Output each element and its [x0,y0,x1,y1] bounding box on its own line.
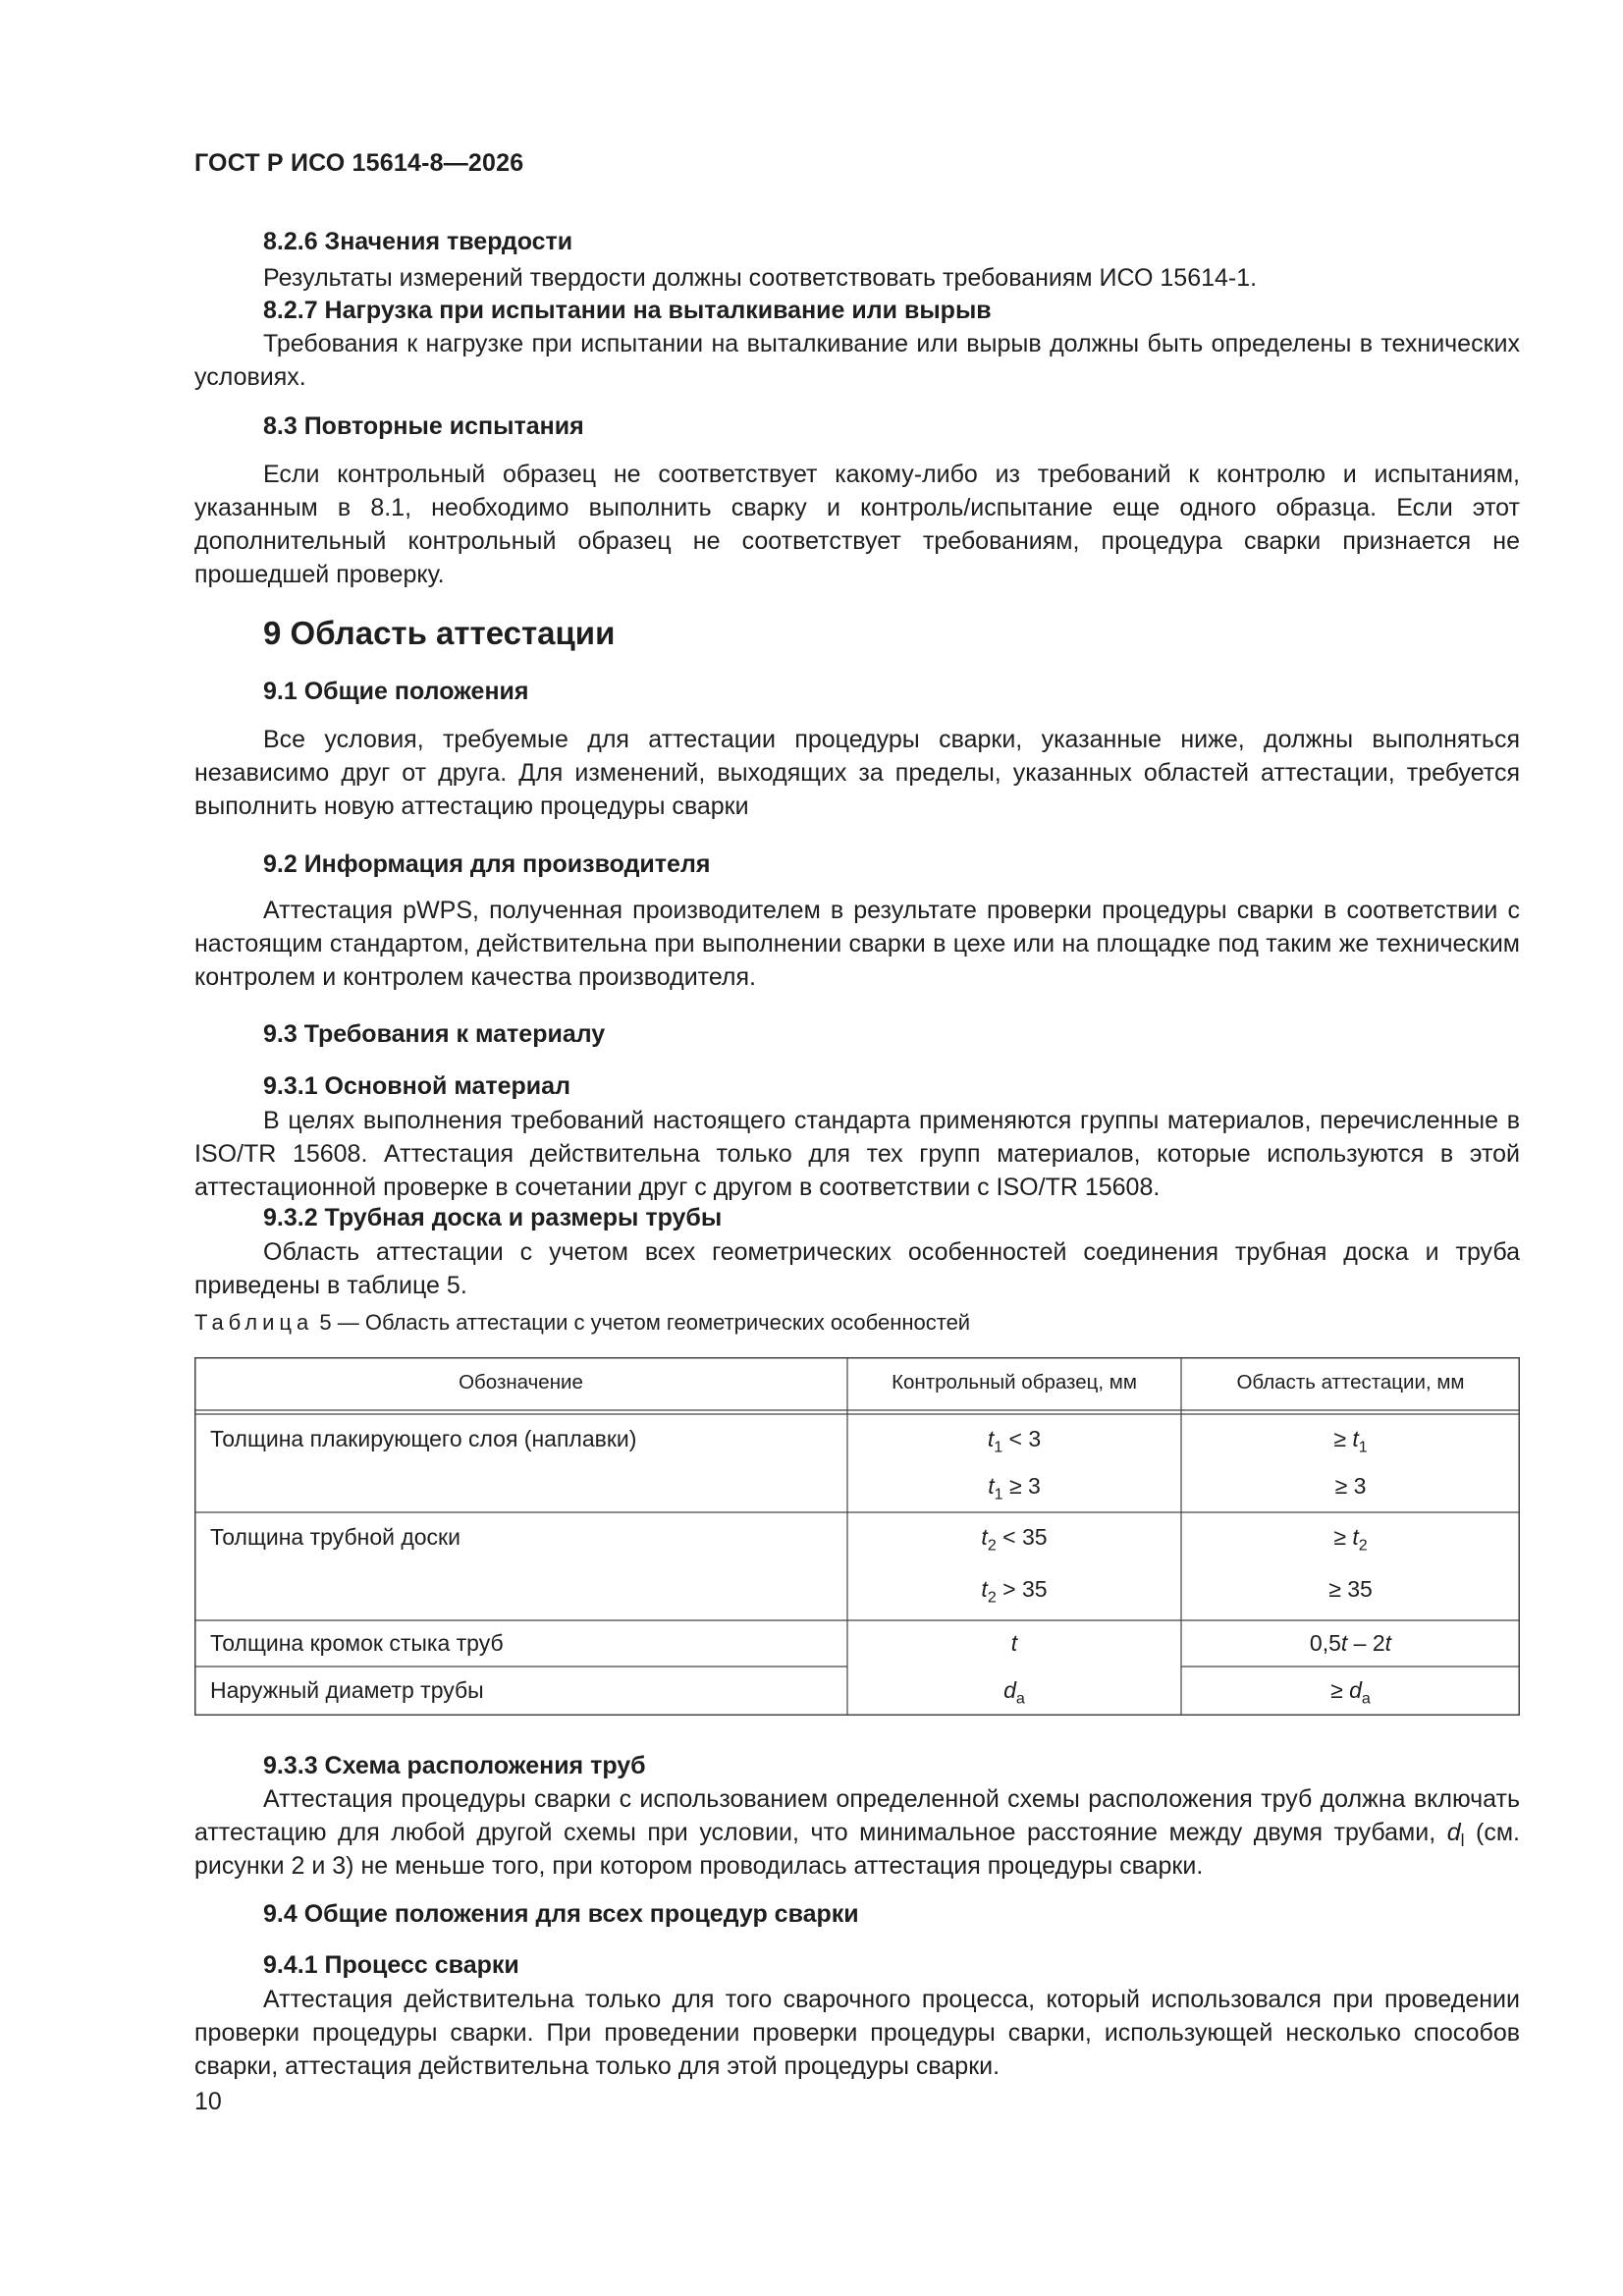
section-9-3-title: 9.3 Требования к материалу [263,1020,606,1048]
table-row-1a-sample: $t_1 < 3$ [987,1426,1042,1456]
section-8-2-6-text: Результаты измерений твердости должны соответствовать требованиям ИСО 15614-1. [263,264,1258,292]
table-5 [194,1357,1520,1716]
table-row-3-label: Толщина кромок стыка труб [210,1630,504,1656]
section-9-3-1-text: В целях выполнения требований настоящего стандарта применяются группы материалов, перечисленные в ISO/TR 15608. Аттестация действительна только для тех групп материалов, которые используются в этой аттестационной проверке в сочетании друг с другом в соответствии с ISO/TR 15608. [194,1107,1520,1201]
table-row-2b-sample: $t_2 > 35$ [981,1576,1048,1607]
section-9-4-1-title: 9.4.1 Процесс сварки [263,1951,519,1979]
table-header-sample: Контрольный образец, мм [892,1371,1137,1394]
table-caption-label: Таблица [194,1310,314,1335]
table-row-4-sample: $d_a$ [1003,1677,1025,1708]
table-row-2-label: Толщина трубной доски [210,1524,460,1550]
table-5-caption [194,1310,970,1336]
table-header-range: Область аттестации, мм [1236,1371,1465,1394]
table-row-1b-sample: $t_1 \ge 3$ [988,1473,1041,1503]
section-9-3-2-text: Область аттестации с учетом всех геометрических особенностей соединения трубная доска и труба приведены в таблице 5. [194,1238,1520,1299]
section-9-3-3-text: Аттестация процедуры сварки с использованием определенной схемы расположения труб должна включать аттестацию для любой другой схемы при условии, что минимальное расстояние между двумя трубами, $d_l$ (см. рисунки 2 и 3) не меньше того, при котором проводилась аттестация процедуры сварки. [194,1785,1521,1880]
page-number: 10 [194,2088,222,2115]
section-9-4-title: 9.4 Общие положения для всех процедур сварки [263,1900,859,1928]
table-row-1a-range: ≥ $t_1$ [1333,1426,1368,1456]
table-row-4-label: Наружный диаметр трубы [210,1677,484,1703]
section-9-3-1-title: 9.3.1 Основной материал [263,1072,570,1100]
section-8-3-title: 8.3 Повторные испытания [263,412,584,440]
table-row-3-range: 0,5t – 2t [1309,1630,1392,1656]
table-row-1b-range: ≥ 3 [1334,1473,1367,1499]
table-row-2b-range: ≥ 35 [1328,1576,1373,1602]
section-8-3-text: Если контрольный образец не соответствует какому-либо из требований к контролю и испытаниям, указанным в 8.1, необходимо выполнить сварку и контроль/испытание еще одного образца. Если этот дополнительный контрольный образец не соответствует требованиям, процедура сварки признается не прошедшей проверку. [194,461,1520,588]
section-9-3-3-title: 9.3.3 Схема расположения труб [263,1752,646,1779]
table-header-designation: Обозначение [459,1371,583,1394]
section-9-2-title: 9.2 Информация для производителя [263,850,711,878]
table-row-3-sample: t [1010,1630,1018,1656]
table-caption-text: 5 — Область аттестации с учетом геометрических особенностей [319,1310,971,1335]
section-9-1-title: 9.1 Общие положения [263,678,529,705]
table-row-4-range: ≥ $d_a$ [1330,1677,1371,1708]
document-header: ГОСТ Р ИСО 15614-8—2026 [194,149,524,177]
section-9-title: 9 Область аттестации [263,615,616,651]
section-8-2-6-title: 8.2.6 Значения твердости [263,228,573,255]
section-9-4-1-text: Аттестация действительна только для того сварочного процесса, который использовался при проведении проверки процедуры сварки. При проведении проверки процедуры сварки, использующей несколько способов сварки, аттестация действительна только для этой процедуры сварки. [194,1986,1520,2080]
table-row-2a-sample: $t_2 < 35$ [981,1524,1048,1555]
section-8-2-7-title: 8.2.7 Нагрузка при испытании на выталкивание или вырыв [263,297,992,324]
table-row-2a-range: ≥ $t_2$ [1333,1524,1368,1555]
section-9-1-text: Все условия, требуемые для аттестации процедуры сварки, указанные ниже, должны выполняться независимо друг от друга. Для изменений, выходящих за пределы, указанных областей аттестации, требуется выполнить новую аттестацию процедуры сварки [194,726,1520,820]
section-9-3-2-title: 9.3.2 Трубная доска и размеры трубы [263,1204,723,1231]
section-8-2-7-text: Требования к нагрузке при испытании на выталкивание или вырыв должны быть определены в технических условиях. [194,330,1520,391]
section-9-2-text: Аттестация pWPS, полученная производителем в результате проверки процедуры сварки в соответствии с настоящим стандартом, действительна при выполнении сварки в цехе или на площадке под таким же техническим контролем и контролем качества производителя. [194,897,1520,991]
table-row-1-label: Толщина плакирующего слоя (наплавки) [210,1426,637,1451]
